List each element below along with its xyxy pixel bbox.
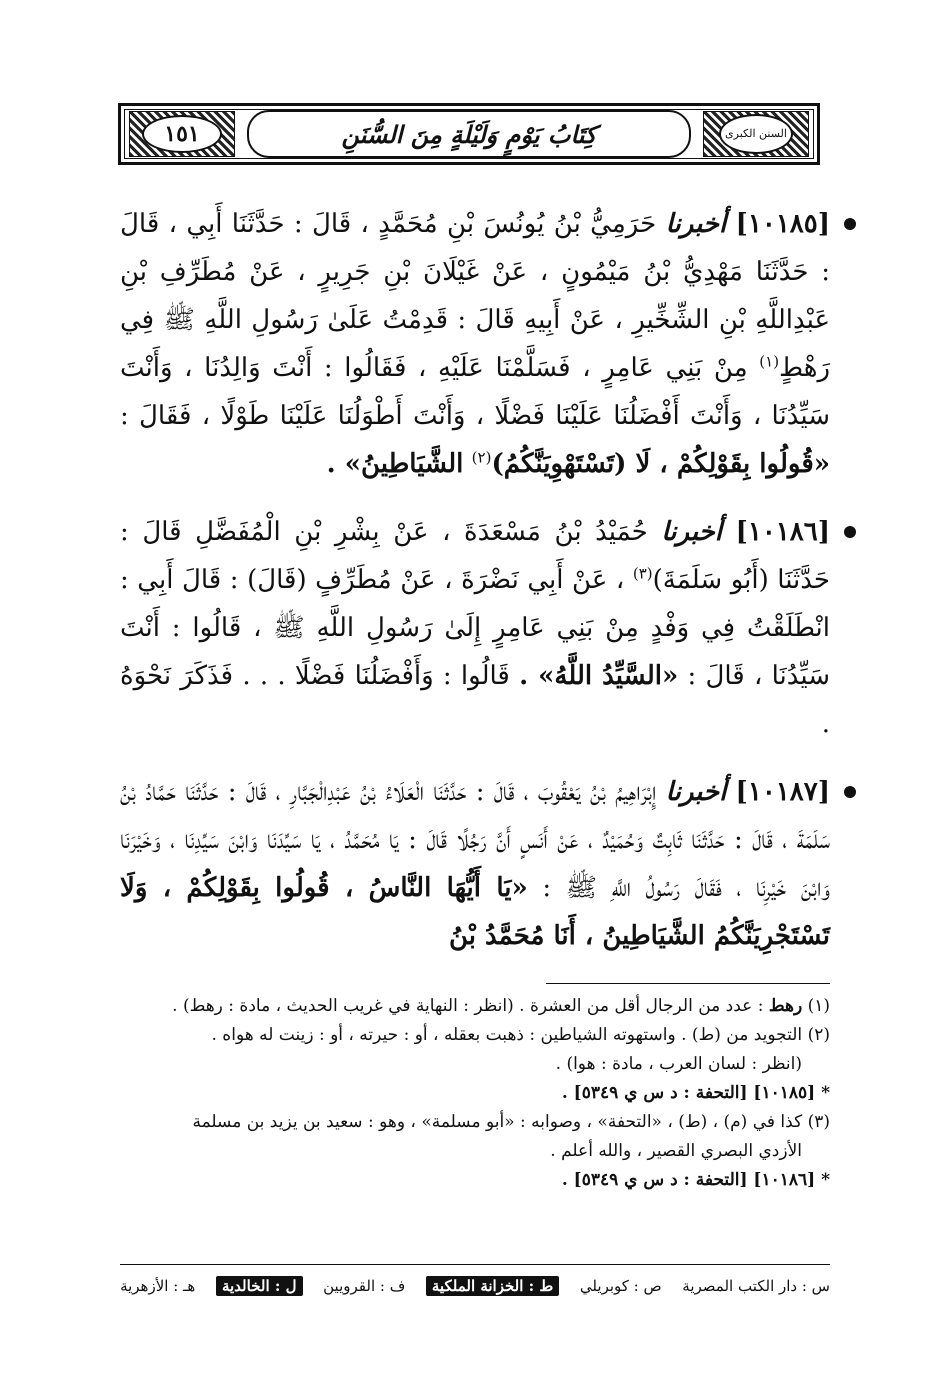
footnote-ref: (٣)	[632, 564, 653, 583]
prophetic-saying-end: الشَّيَاطِينُ» .	[326, 449, 464, 479]
tuhfa-reference-10185: * [١٠١٨٥] [التحفة : د س ي ٥٣٤٩] .	[561, 1083, 830, 1103]
footnote-divider	[546, 983, 830, 984]
bullet-icon	[844, 786, 856, 798]
key-item-khalidiyya: ل : الخالدية	[216, 1276, 303, 1296]
hadith-entry-10185	[120, 200, 830, 488]
key-item-qarawiyyin: ف : القرويين	[323, 1277, 406, 1295]
footnote-1	[100, 992, 830, 1021]
entry-number: [١٠١٨٦]	[735, 517, 831, 547]
footnote-text: كذا في (م) ، (ط) ، «التحفة» ، وصوابه : «أبو مسلمة» ، وهو : سعيد بن يزيد بن مسلمة	[192, 1112, 803, 1132]
key-item-malakiyya: ط : الخزانة الملكية	[426, 1276, 559, 1296]
page-header	[118, 103, 820, 165]
footnote-3	[100, 1108, 830, 1137]
footnote-ref: (٢)	[471, 448, 492, 467]
footnote-2	[100, 1021, 830, 1050]
page-number: ١٥١	[142, 115, 222, 153]
prophetic-saying: «السَّيِّدُ اللَّهُ» .	[519, 661, 679, 691]
footnote-marker: (١)	[807, 996, 830, 1016]
footnote-3-continued: الأزدي البصري القصير ، والله أعلم .	[550, 1141, 802, 1161]
footnote-marker: (٣)	[807, 1112, 830, 1132]
entry-text-continued: مِنْ بَنِي عَامِرٍ ، فَسَلَّمْنَا عَلَيْهِ ، فَقَالُوا : أَنْتَ وَالِدُنَا ، وَأَنْتَ سَيِّدُنَا ، وَأَنْتَ أَفْضَلُنَا عَلَيْنَا فَضْلًا ، وَأَنْتَ أَطْوَلُنَا عَلَيْنَا طَوْلًا ، فَقَالَ :	[120, 353, 830, 431]
page-number-ornament	[129, 111, 235, 157]
footnote-text: : عدد من الرجال أقل من العشرة . (انظر : النهاية في غريب الحديث ، مادة : رهط) .	[172, 996, 764, 1016]
seal-ornament	[703, 111, 809, 157]
tuhfa-reference-10186: * [١٠١٨٦] [التحفة : د س ي ٥٣٤٩] .	[561, 1170, 830, 1190]
entry-lead: أخبرنا	[665, 209, 727, 239]
entry-text: حُمَيْدُ بْنُ مَسْعَدَةَ ، عَنْ بِشْرِ بْنِ الْمُفَضَّلِ قَالَ : حَدَّثَنَا (أَبُو سَلَمَةَ)	[120, 517, 831, 595]
prophetic-saying: «يَا أَيُّهَا النَّاسُ ، قُولُوا بِقَوْلِكُمْ ، وَلَا تَسْتَجْرِيَنَّكُمُ الشَّيَاطِينُ ، أَنَا مُحَمَّدُ بْنُ	[120, 873, 830, 951]
prophetic-saying: «قُولُوا بِقَوْلِكُمْ ، لَا (تَسْتَهْوِيَنَّكُمُ)	[491, 449, 830, 479]
footnote-term: رهط	[768, 996, 803, 1016]
footnote-marker: (٢)	[807, 1025, 830, 1045]
book-title: كِتَابُ يَوْمٍ وَلَيْلَةٍ مِنَ السُّنَنِ	[247, 110, 691, 158]
key-item-azhariyya: هـ : الأزهرية	[120, 1277, 196, 1295]
main-text	[120, 200, 830, 980]
key-item-kobrili: ص : كوبريلي	[579, 1277, 662, 1295]
key-divider	[120, 1264, 830, 1265]
entry-number: [١٠١٨٧]	[735, 777, 830, 807]
footnote-text: التجويد من (ط) . واستهوته الشياطين : ذهبت بعقله ، أو : حيرته ، أو : زينت له هواه .	[211, 1025, 803, 1045]
footnotes	[100, 992, 830, 1195]
entry-text-continued: ، عَنْ أَبِي نَضْرَةَ ، عَنْ مُطَرِّفٍ (قَالَ) : قَالَ أَبِي : انْطَلَقْتُ فِي وَفْدٍ مِنْ بَنِي عَامِرٍ إِلَىٰ رَسُولِ اللَّهِ ﷺ ، قَالُوا : أَنْتَ سَيِّدُنَا ، قَالَ :	[120, 565, 831, 691]
seal-logo: السنن الكبرى	[719, 114, 793, 154]
entry-text: إِبْرَاهِيمُ بْنُ يَعْقُوبَ ، قَالَ : حَدَّثَنَا الْعَلَاءُ بْنُ عَبْدِالْجَبَّارِ ، قَالَ : حَدَّثَنَا حَمَّادُ بْنُ سَلَمَةَ ، قَالَ : حَدَّثَنَا ثَابِتٌ وَحُمَيْدٌ ، عَنْ أَنَسٍ أَنَّ رَجُلًا قَالَ : يَا مُحَمَّدُ ، يَا سَيِّدَنَا وَابْنَ سَيِّدِنَا ، وَخَيْرَنَا وَابْنَ خَيْرِنَا ، فَقَالَ رَسُولُ اللَّهِ ﷺ :	[120, 777, 831, 903]
key-item-misriyya: س : دار الكتب المصرية	[682, 1277, 830, 1295]
entry-number: [١٠١٨٥]	[735, 209, 831, 239]
footnote-ref: (١)	[759, 352, 780, 371]
entry-text-end: قَالُوا : وَأَفْضَلُنَا فَضْلًا . . . فَذَكَرَ نَحْوَهُ .	[120, 661, 830, 739]
entry-lead: أخبرنا	[661, 517, 722, 547]
entry-lead: أخبرنا	[665, 777, 727, 807]
bullet-icon	[844, 218, 856, 230]
entry-text: حَرَمِيُّ بْنُ يُونُسَ بْنِ مُحَمَّدٍ ، قَالَ : حَدَّثَنَا أَبِي ، قَالَ : حَدَّثَنَا مَهْدِيُّ بْنُ مَيْمُونٍ ، عَنْ غَيْلَانَ بْنِ جَرِيرٍ ، عَنْ مُطَرِّفِ بْنِ عَبْدِاللَّهِ بْنِ الشِّخِّيرِ ، عَنْ أَبِيهِ قَالَ : قَدِمْتُ عَلَىٰ رَسُولِ اللَّهِ ﷺ فِي رَهْطٍ	[120, 209, 830, 383]
hadith-entry-10186	[120, 508, 830, 748]
footnote-2-continued: (انظر : لسان العرب ، مادة : هوا) .	[555, 1054, 802, 1074]
manuscript-key	[120, 1276, 830, 1296]
bullet-icon	[844, 526, 856, 538]
hadith-entry-10187	[120, 768, 830, 960]
